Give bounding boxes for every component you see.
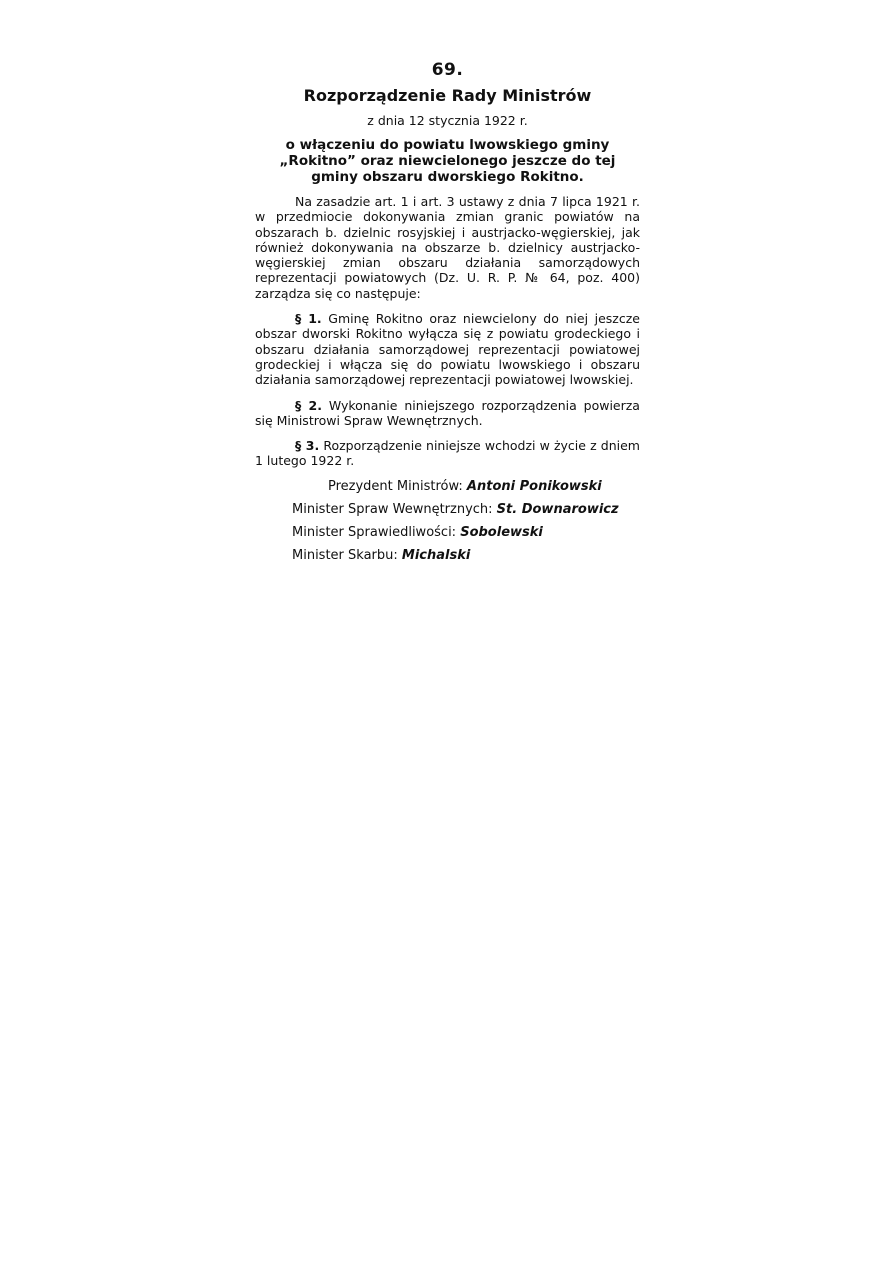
signature-name: Antoni Ponikowski bbox=[466, 478, 602, 494]
section-1-paragraph bbox=[255, 311, 640, 387]
signature-role: Minister Spraw Wewnętrznych: bbox=[292, 501, 493, 517]
signature-justice-minister bbox=[255, 525, 640, 541]
signature-role: Minister Skarbu: bbox=[292, 547, 398, 563]
act-number: 69. bbox=[431, 60, 464, 80]
signature-role: Minister Sprawiedliwości: bbox=[292, 524, 457, 540]
section-2-text: Wykonanie niniejszego rozporządzenia powierza się Ministrowi Spraw Wewnętrznych. bbox=[255, 397, 640, 428]
section-3-text: Rozporządzenie niniejsze wchodzi w życie z dniem 1 lutego 1922 r. bbox=[255, 438, 640, 469]
section-1-text: Gminę Rokitno oraz niewcielony do niej jeszcze obszar dworski Rokitno wyłącza się z powiatu grodeckiego i obszaru działania samorządowej reprezentacji powiatowej grodeckiej i włącza się do powiatu lwowskiego i obszaru działania samorządowej reprezentacji powiatowej lwowskiej. bbox=[255, 311, 640, 388]
preamble-paragraph: Na zasadzie art. 1 i art. 3 ustawy z dnia 7 lipca 1921 r. w przedmiocie dokonywania zmian granic powiatów na obszarach b. dzielnic rosyjskiej i austrjacko-węgierskiej, jak również dokonywania na obszarze b. dzielnicy austrjacko-węgierskiej zmian obszaru działania samorządowych reprezentacji powiatowych (Dz. U. R. P. № 64, poz. 400) zarządza się co następuje: bbox=[255, 194, 640, 301]
section-2-paragraph bbox=[255, 398, 640, 429]
signature-name: Michalski bbox=[401, 547, 471, 563]
document-page bbox=[255, 60, 640, 571]
document-subject: o włączeniu do powiatu lwowskiego gminy „Rokitno” oraz niewcielonego jeszcze do tej gminy obszaru dworskiego Rokitno. bbox=[279, 137, 616, 185]
signature-role: Prezydent Ministrów: bbox=[328, 478, 463, 494]
document-title: Rozporządzenie Rady Ministrów bbox=[303, 86, 592, 105]
signature-name: St. Downarowicz bbox=[496, 501, 619, 517]
section-2-label: § 2. bbox=[295, 397, 322, 413]
signature-treasury-minister bbox=[255, 548, 640, 564]
section-3-paragraph bbox=[255, 438, 640, 469]
signature-prime-minister bbox=[255, 479, 640, 495]
document-date: z dnia 12 stycznia 1922 r. bbox=[367, 113, 528, 128]
section-3-label: § 3. bbox=[295, 438, 320, 454]
signature-name: Sobolewski bbox=[460, 524, 543, 540]
signature-interior-minister bbox=[255, 502, 640, 518]
section-1-label: § 1. bbox=[295, 311, 322, 327]
